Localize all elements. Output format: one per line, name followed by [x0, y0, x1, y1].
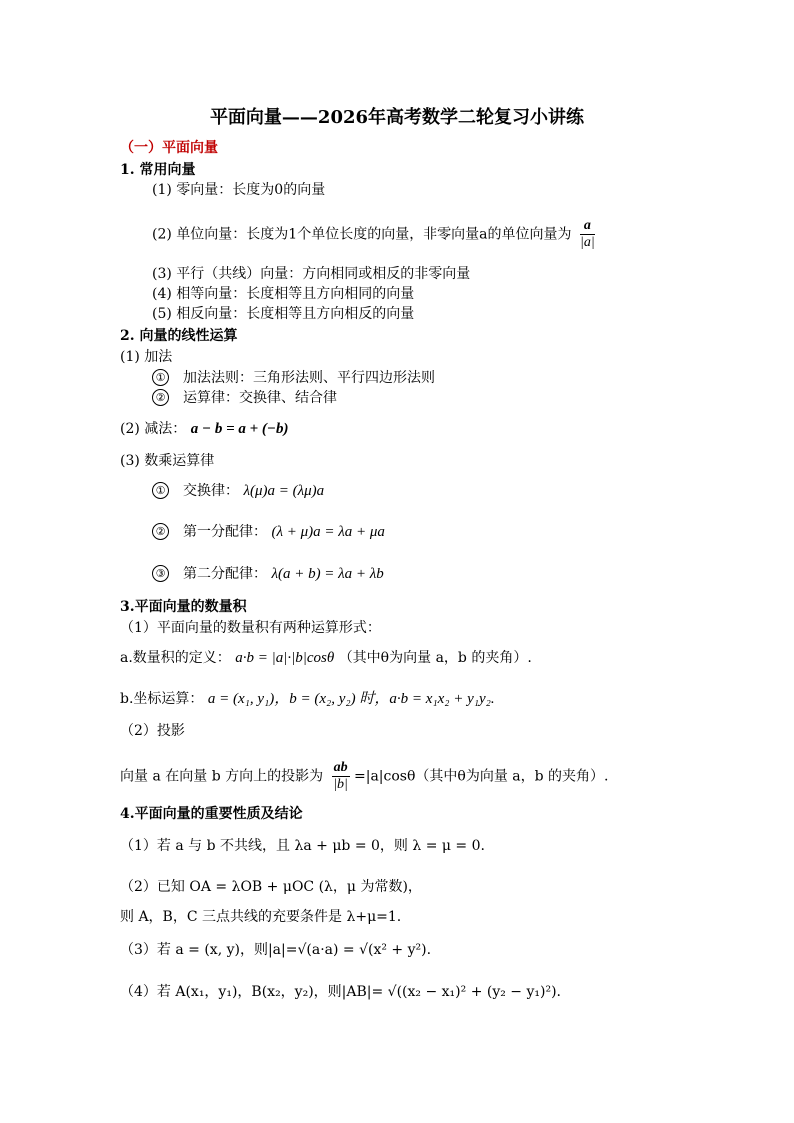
coordinates-label: b.坐标运算： — [120, 691, 204, 707]
property-2: （2）已知 OA = λOB + μOC (λ，μ 为常数)， — [120, 879, 422, 895]
fraction-numerator: ab — [333, 760, 348, 775]
scalar-commutative — [152, 481, 324, 501]
coordinates-formula: a = (x₁, y₁)，b = (x₂, y₂) 时，a·b = x₁x₂ + y₁y₂. — [207, 691, 495, 707]
definition-tail: （其中θ为向量 a，b 的夹角）. — [338, 650, 532, 666]
heading-dot-product: 3.平面向量的数量积 — [120, 599, 247, 615]
heading-properties: 4.平面向量的重要性质及结论 — [120, 806, 303, 822]
circle-number-icon: ② — [152, 389, 169, 406]
item-parallel-vector: (3) 平行（共线）向量：方向相同或相反的非零向量 — [152, 266, 471, 282]
scalar-distributive-1-label: 第一分配律： — [183, 524, 267, 540]
unit-vector-text: (2) 单位向量：长度为1个单位长度的向量，非零向量a的单位向量为 — [152, 226, 572, 243]
dot-product-coordinates — [120, 689, 495, 709]
projection-line — [120, 760, 609, 793]
definition-formula: a·b = |a|·|b|cosθ — [235, 650, 335, 666]
fraction-denominator: |b| — [333, 777, 348, 792]
projection-fraction — [332, 760, 350, 793]
item-unit-vector — [152, 218, 595, 251]
circle-number-icon: ② — [152, 523, 169, 540]
addition-rule — [152, 368, 435, 388]
fraction-denominator: |a| — [580, 235, 595, 250]
subtraction-label: (2) 减法： — [120, 421, 187, 437]
addition-laws — [152, 388, 337, 408]
item-opposite-vector: (5) 相反向量：长度相等且方向相反的向量 — [152, 306, 415, 322]
addition-rule-text: 加法法则：三角形法则、平行四边形法则 — [183, 370, 435, 386]
scalar-distributive-2-formula: λ(a + b) = λa + λb — [271, 566, 384, 582]
item-zero-vector: (1) 零向量：长度为0的向量 — [152, 182, 326, 198]
item-subtraction — [120, 419, 289, 439]
projection-tail: =|a|cosθ（其中θ为向量 a，b 的夹角）. — [354, 768, 609, 785]
property-2-condition: 则 A，B，C 三点共线的充要条件是 λ+μ=1. — [120, 909, 402, 925]
scalar-distributive-2 — [152, 564, 384, 584]
definition-label: a.数量积的定义： — [120, 650, 231, 666]
item-equal-vector: (4) 相等向量：长度相等且方向相同的向量 — [152, 286, 415, 302]
property-4: （4）若 A(x₁，y₁)，B(x₂，y₂)，则|AB|= √((x₂ − x₁)² + (y₂ − y₁)²). — [120, 984, 561, 1000]
dot-product-intro: （1）平面向量的数量积有两种运算形式： — [120, 620, 381, 636]
subtraction-formula: a − b = a + (−b) — [190, 421, 289, 437]
scalar-distributive-1-formula: (λ + μ)a = λa + μa — [271, 524, 385, 540]
heading-common-vectors: 1. 常用向量 — [120, 162, 196, 178]
property-3: （3）若 a = (x, y)，则|a|=√(a·a) = √(x² + y²). — [120, 942, 432, 958]
section-heading: （一）平面向量 — [120, 140, 218, 156]
scalar-distributive-1 — [152, 522, 385, 542]
addition-laws-text: 运算律：交换律、结合律 — [183, 390, 337, 406]
fraction-numerator: a — [580, 218, 595, 235]
scalar-commutative-label: 交换律： — [183, 483, 239, 499]
dot-product-definition — [120, 648, 532, 668]
circle-number-icon: ① — [152, 482, 169, 499]
property-1: （1）若 a 与 b 不共线，且 λa + μb = 0，则 λ = μ = 0. — [120, 838, 485, 854]
page-title: 平面向量——2026年高考数学二轮复习小讲练 — [209, 107, 585, 128]
heading-linear-ops: 2. 向量的线性运算 — [120, 328, 238, 344]
unit-vector-fraction — [580, 218, 595, 251]
projection-label: 向量 a 在向量 b 方向上的投影为 — [120, 768, 324, 785]
scalar-commutative-formula: λ(μ)a = (λμ)a — [243, 483, 325, 499]
scalar-distributive-2-label: 第二分配律： — [183, 566, 267, 582]
circle-number-icon: ① — [152, 369, 169, 386]
projection-heading: （2）投影 — [120, 723, 185, 739]
item-addition: (1) 加法 — [120, 349, 173, 365]
item-scalar-mult: (3) 数乘运算律 — [120, 453, 215, 469]
circle-number-icon: ③ — [152, 565, 169, 582]
